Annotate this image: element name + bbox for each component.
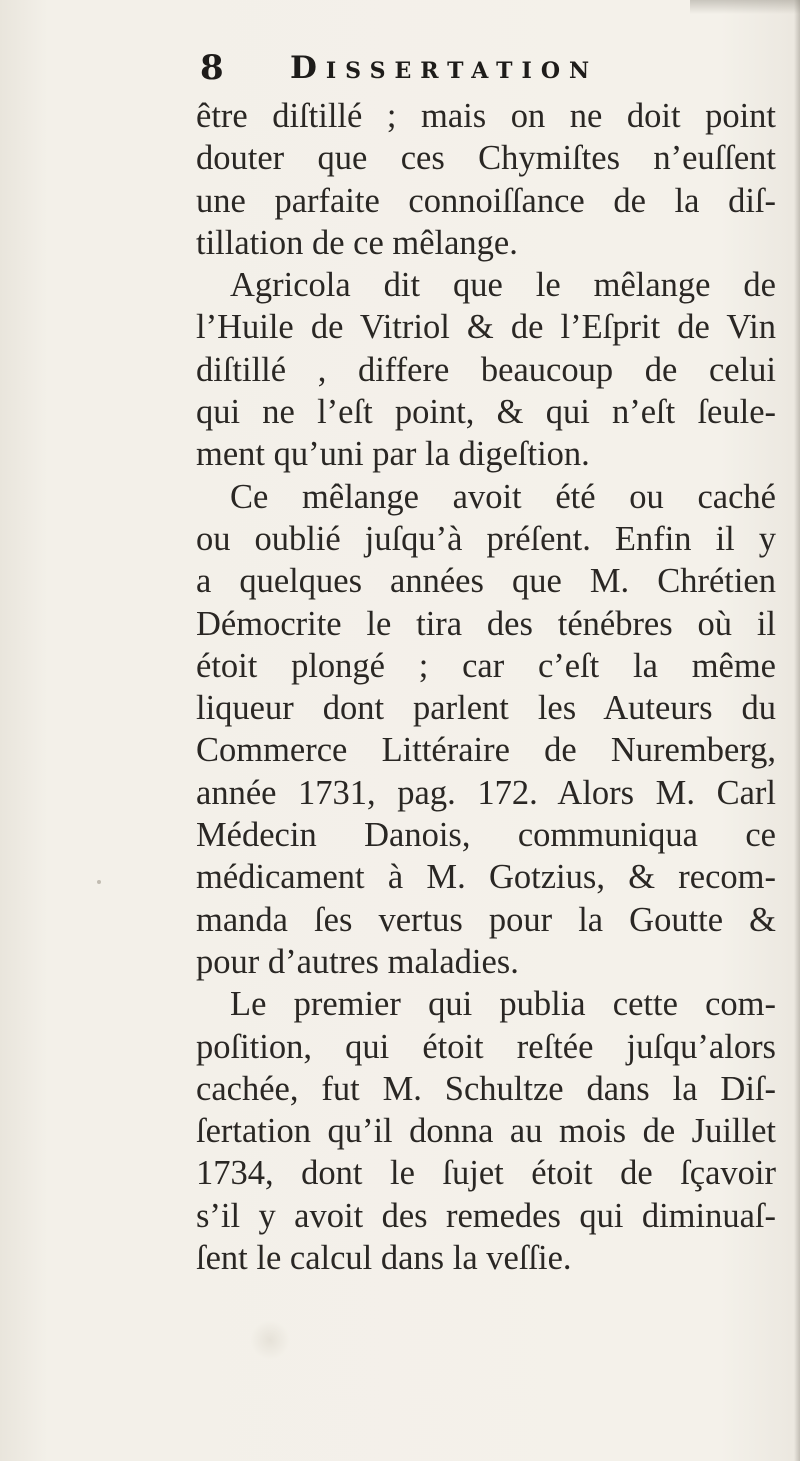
text-line: cachée, fut M. Schultze dans la Diſ- xyxy=(196,1069,776,1108)
text-line: Démocrite le tira des ténébres où il xyxy=(196,604,776,643)
page-number: 8 xyxy=(200,48,224,88)
text-line: ment qu’uni par la digeſtion. xyxy=(196,435,590,474)
paper-speck xyxy=(97,880,101,884)
text-line: liqueur dont parlent les Auteurs du xyxy=(196,689,776,728)
text-line: manda ſes vertus pour la Goutte & xyxy=(196,900,776,939)
text-line: tillation de ce mêlange. xyxy=(196,223,518,262)
page-edge-shadow xyxy=(794,0,800,1461)
text-line: a quelques années que M. Chrétien xyxy=(196,562,776,601)
text-line: diſtillé , differe beaucoup de celui xyxy=(196,350,776,389)
text-line: pour d’autres maladies. xyxy=(196,942,519,981)
text-line: année 1731, pag. 172. Alors M. Carl xyxy=(196,773,776,812)
text-line: qui ne l’eſt point, & qui n’eſt ſeule- xyxy=(196,393,776,432)
text-line: une parfaite connoiſſance de la diſ- xyxy=(196,181,776,220)
text-line: s’il y avoit des remedes qui diminuaſ- xyxy=(196,1196,776,1235)
body-text xyxy=(196,95,776,1279)
text-line: douter que ces Chymiſtes n’euſſent xyxy=(196,139,776,178)
text-line: ſertation qu’il donna au mois de Juillet xyxy=(196,1112,776,1151)
text-line: Agricola dit que le mêlange de xyxy=(230,266,776,305)
text-line: Le premier qui publia cette com- xyxy=(230,985,776,1024)
text-line: Médecin Danois, communiqua ce xyxy=(196,816,776,855)
paper-stain xyxy=(250,1320,290,1360)
text-line: poſition, qui étoit reſtée juſqu’alors xyxy=(196,1027,776,1066)
text-line: Commerce Littéraire de Nuremberg, xyxy=(196,731,776,770)
page-header xyxy=(200,44,680,94)
text-line: 1734, dont le ſujet étoit de ſçavoir xyxy=(196,1154,776,1193)
text-line: ſent le calcul dans la veſſie. xyxy=(196,1239,572,1278)
running-head: Dissertation xyxy=(290,50,599,86)
text-line: l’Huile de Vitriol & de l’Eſprit de Vin xyxy=(196,308,776,347)
text-line: être diſtillé ; mais on ne doit point xyxy=(196,97,776,135)
text-line: étoit plongé ; car c’eſt la même xyxy=(196,646,776,685)
page-top-shadow xyxy=(690,0,800,14)
text-line: Ce mêlange avoit été ou caché xyxy=(230,477,776,516)
text-line: ou oublié juſqu’à préſent. Enfin il y xyxy=(196,519,776,558)
text-line: médicament à M. Gotzius, & recom- xyxy=(196,858,776,897)
